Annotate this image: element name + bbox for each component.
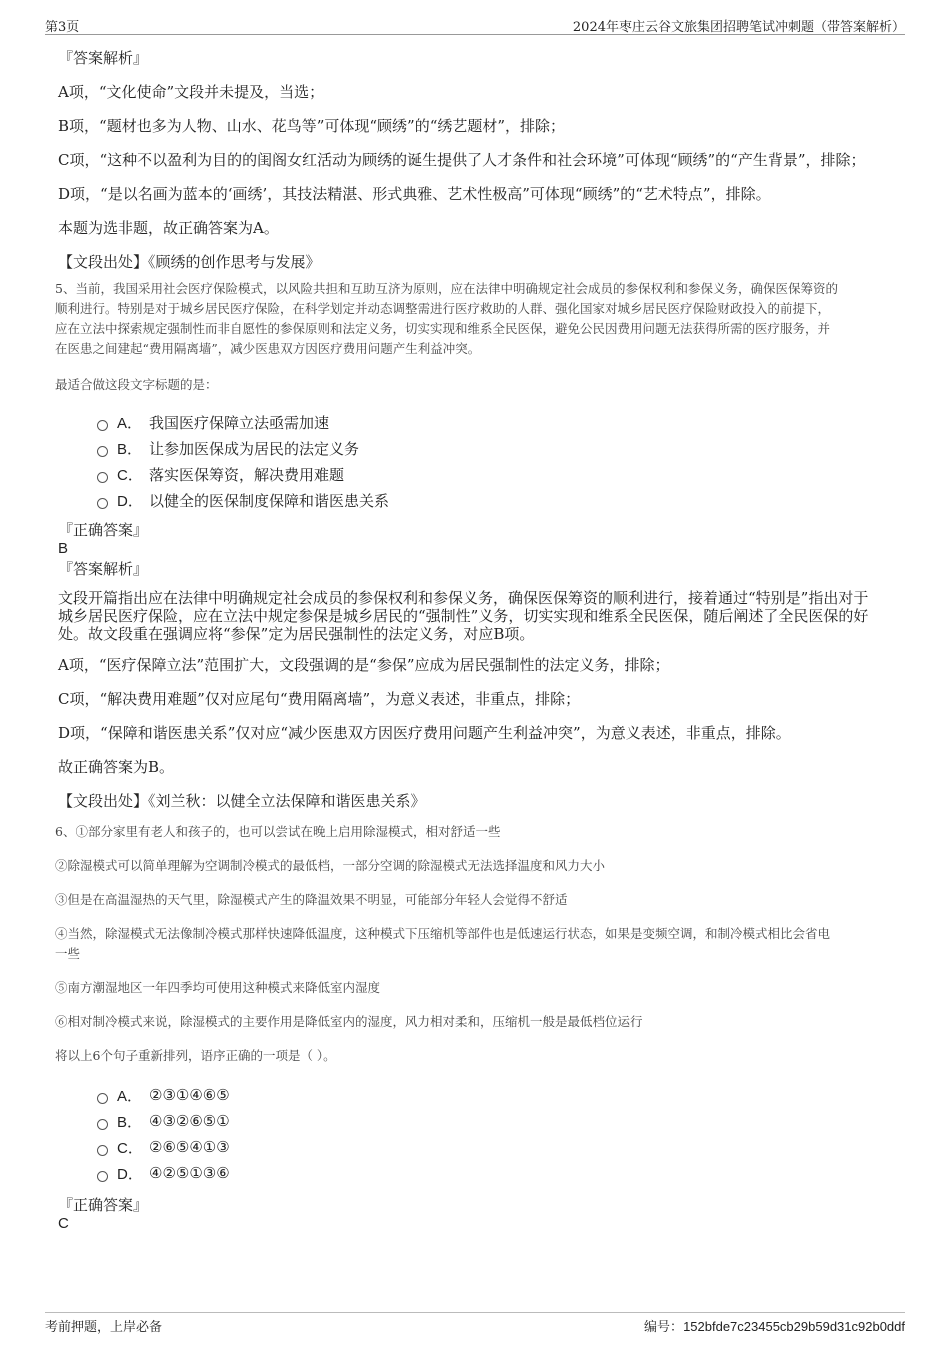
option-c[interactable]: C． 落实医保筹资，解决费用难题 bbox=[97, 461, 900, 487]
radio-icon[interactable] bbox=[97, 420, 108, 431]
analysis-line: 处。故文段重在强调应将“参保”定为居民强制性的法定义务，对应B项。 bbox=[58, 625, 535, 643]
option-list bbox=[97, 409, 900, 513]
radio-icon[interactable] bbox=[97, 498, 108, 509]
page-number: 第3页 bbox=[45, 20, 80, 35]
analysis-conclusion: 本题为选非题，故正确答案为A。 bbox=[58, 219, 279, 237]
stem-line: 应在立法中探索规定强制性而非自愿性的参保原则和法定义务，切实实现和维系全民医保，避免公民因费用问题无法获得所需的医疗服务，并 bbox=[55, 321, 831, 336]
analysis-option-a: A项，“医疗保障立法”范围扩大，文段强调的是“参保”应成为居民强制性的法定义务，排除； bbox=[58, 656, 670, 674]
sentence-2: ②除湿模式可以简单理解为空调制冷模式的最低档，一部分空调的除湿模式无法选择温度和风力大小 bbox=[55, 858, 606, 873]
analysis-label: 『答案解析』 bbox=[58, 49, 149, 67]
page-header bbox=[45, 14, 905, 35]
analysis-line: 城乡居民医疗保险，应在立法中规定参保是城乡居民的“强制性”义务，切实实现和维系全民医保，随后阐述了全民医保的好 bbox=[58, 607, 869, 625]
option-d[interactable]: D． ④②⑤①③⑥ bbox=[97, 1160, 900, 1186]
stem-line: 5、当前，我国采用社会医疗保险模式，以风险共担和互助互济为原则，应在法律中明确规定社会成员的参保权利和参保义务，确保医保筹资的 bbox=[55, 281, 838, 296]
analysis-option-d: D项，“保障和谐医患关系”仅对应“减少医患双方因医疗费用问题产生利益冲突”，为意义表述，非重点，排除。 bbox=[58, 724, 791, 742]
question-prompt: 最适合做这段文字标题的是： bbox=[55, 377, 218, 392]
correct-answer: C bbox=[58, 1215, 69, 1232]
source-citation: 【文段出处】《刘兰秋：以健全立法保障和谐医患关系》 bbox=[58, 792, 426, 810]
document-id bbox=[644, 1316, 905, 1335]
page-content bbox=[55, 42, 900, 1232]
correct-answer-label: 『正确答案』 bbox=[58, 521, 149, 539]
stem-line: 顺利进行。特别是对于城乡居民医疗保险，在科学划定并动态调整需进行医疗救助的人群、强化国家对城乡居民医疗保险财政投入的前提下， bbox=[55, 301, 831, 316]
radio-icon[interactable] bbox=[97, 446, 108, 457]
radio-icon[interactable] bbox=[97, 1093, 108, 1104]
radio-icon[interactable] bbox=[97, 472, 108, 483]
correct-answer: B bbox=[58, 540, 69, 557]
footer-slogan: 考前押题，上岸必备 bbox=[45, 1320, 163, 1335]
analysis-option-c: C项，“解决费用难题”仅对应尾句“费用隔离墙”，为意义表述，非重点，排除； bbox=[58, 690, 581, 708]
analysis-option-c: C项，“这种不以盈利为目的的闺阁女红活动为顾绣的诞生提供了人才条件和社会环境”可体现“顾绣”的“产生背景”，排除； bbox=[58, 151, 866, 169]
sentence-5: ⑤南方潮湿地区一年四季均可使用这种模式来降低室内湿度 bbox=[55, 980, 381, 995]
radio-icon[interactable] bbox=[97, 1119, 108, 1130]
analysis-option-a: A项，“文化使命”文段并未提及，当选； bbox=[58, 83, 325, 101]
stem-line: 在医患之间建起“费用隔离墙”，减少医患双方因医疗费用问题产生利益冲突。 bbox=[55, 341, 481, 356]
question-stem bbox=[55, 279, 900, 359]
sentence-1: 6、①部分家里有老人和孩子的，也可以尝试在晚上启用除湿模式，相对舒适一些 bbox=[55, 824, 501, 839]
page-footer bbox=[45, 1312, 905, 1336]
analysis-body bbox=[55, 589, 900, 643]
sentence-4-continued: 一些 bbox=[55, 946, 81, 961]
document-id-value: 152bfde7c23455cb29b59d31c92b0ddf bbox=[683, 1319, 905, 1334]
option-a[interactable]: A． ②③①④⑥⑤ bbox=[97, 1082, 900, 1108]
document-title: 2024年枣庄云谷文旅集团招聘笔试冲刺题（带答案解析） bbox=[572, 20, 905, 35]
question-prompt: 将以上6个句子重新排列，语序正确的一项是（ ）。 bbox=[55, 1048, 336, 1063]
source-citation: 【文段出处】《顾绣的创作思考与发展》 bbox=[58, 253, 321, 271]
analysis-conclusion: 故正确答案为B。 bbox=[58, 758, 175, 776]
analysis-option-b: B项，“题材也多为人物、山水、花鸟等”可体现“顾绣”的“绣艺题材”，排除； bbox=[58, 117, 566, 135]
sentence-4: ④当然，除湿模式无法像制冷模式那样快速降低温度，这种模式下压缩机等部件也是低速运行状态，如果是变频空调，和制冷模式相比会省电 bbox=[55, 926, 831, 941]
document-id-label: 编号： bbox=[644, 1320, 684, 1335]
analysis-option-d: D项，“是以名画为蓝本的‘画绣’，其技法精湛、形式典雅、艺术性极高”可体现“顾绣”的“艺术特点”，排除。 bbox=[58, 185, 771, 203]
option-c[interactable]: C． ②⑥⑤④①③ bbox=[97, 1134, 900, 1160]
option-d[interactable]: D． 以健全的医保制度保障和谐医患关系 bbox=[97, 487, 900, 513]
sentence-6: ⑥相对制冷模式来说，除湿模式的主要作用是降低室内的湿度，风力相对柔和，压缩机一般是最低档位运行 bbox=[55, 1014, 643, 1029]
radio-icon[interactable] bbox=[97, 1171, 108, 1182]
correct-answer-label: 『正确答案』 bbox=[58, 1196, 149, 1214]
analysis-label: 『答案解析』 bbox=[58, 560, 149, 578]
analysis-line: 文段开篇指出应在法律中明确规定社会成员的参保权利和参保义务，确保医保筹资的顺利进行，接着通过“特别是”指出对于 bbox=[58, 589, 869, 607]
radio-icon[interactable] bbox=[97, 1145, 108, 1156]
option-a[interactable]: A． 我国医疗保障立法亟需加速 bbox=[97, 409, 900, 435]
sentence-3: ③但是在高温湿热的天气里，除湿模式产生的降温效果不明显，可能部分年轻人会觉得不舒适 bbox=[55, 892, 568, 907]
option-b[interactable]: B． ④③②⑥⑤① bbox=[97, 1108, 900, 1134]
option-b[interactable]: B． 让参加医保成为居民的法定义务 bbox=[97, 435, 900, 461]
option-list bbox=[97, 1082, 900, 1186]
